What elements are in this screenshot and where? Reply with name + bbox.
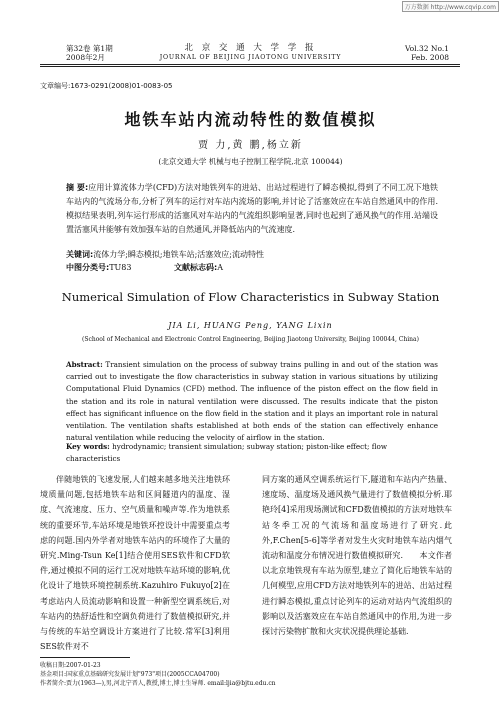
clc-value: TU83 [109, 263, 132, 272]
clc-label: 中图分类号: [66, 263, 110, 272]
issue-header-right [405, 44, 449, 62]
classification-cn [66, 262, 438, 274]
keywords-en [66, 441, 438, 465]
received-date: 收稿日期:2007-01-23 [40, 662, 101, 669]
header-rule [40, 64, 460, 65]
journal-name-en: JOURNAL OF BEIJING JIAOTONG UNIVERSITY [159, 54, 342, 61]
affiliation-cn: (北京交通大学 机械与电子控制工程学院,北京 100044) [158, 157, 343, 166]
body-column-right [262, 472, 452, 639]
abstract-en [66, 359, 438, 444]
title-en: Numerical Simulation of Flow Characteristics in Subway Station [61, 290, 440, 304]
doc-code-value: A [217, 263, 223, 272]
watermark: 万方数据 http://www.cqvip.com [402, 1, 499, 12]
fund-note: 基金项目:国家重点基础研究发展计划"973"项目(2005CCA04700) [40, 671, 220, 678]
affiliation-en: (School of Mechanical and Electronic Control Engineering, Beijing Jiaotong University, Beijing 100044, China) [82, 336, 419, 343]
keywords-cn-text: 流体力学;瞬态模拟;地铁车站;活塞效应;流动特性 [93, 250, 264, 259]
keywords-en-label: Key words: [66, 442, 110, 451]
body-paragraph: 同方案的通风空调系统运行下,隧道和车站内产热量、速度场、温度场及通风换气量进行了数值模拟分析.耶艳玲[4]采用现场测试和CFD数值模拟的方法对地铁车站冬季工况的气流场和温度场进行了研究.此外,F.Chen[5-6]等学者对发生火灾时地铁车站内烟气流动和温度分布情况进行数值模拟研究. 本文作者以北京地铁现有车站为原型,建立了简化后地铁车站的几何模型,应用CFD方法对地铁列车的进站、出站过程进行瞬态模拟,重点讨论列车的运动对站内气流组织的影响以及活塞效应在车站自然通风中的作用,为进一步探讨污染物扩散和火灾状况提供理论基础. [262, 475, 452, 637]
date-en: Feb. 2008 [411, 53, 449, 62]
abstract-en-text: Transient simulation on the process of subway trains pulling in and out of the station was carried out to investigate the flow characteristics in subway station in various situations by utilizing Computational Fluid Dynamics (CFD) method. The influence of the piston effect on the flow field in the station and its role in natural ventilation were discussed. The results indicate that the piston effect has significant influence on the flow field in the station and it plays an important role in natural ventilation. The ventilation shafts established at both ends of the station can effectively enhance natural ventilation while reducing the velocity of airflow in the station. [66, 360, 438, 443]
keywords-cn [66, 249, 438, 261]
volume-cn: 第32卷 第1期 [66, 44, 113, 53]
keywords-en-text: hydrodynamic; transient simulation; subway station; piston-like effect; flow characteristics [66, 442, 388, 463]
doc-code-label: 文献标志码: [174, 263, 218, 272]
abstract-cn [66, 181, 438, 237]
author-bio: 作者简介:贾力(1963—),男,河北宁晋人,教授,博士,博士生导师. email:ljia@bjtu.edu.cn [40, 680, 276, 687]
body-paragraph: 伴随地铁的飞速发展,人们越来越多地关注地铁环境质量问题,包括地铁车站和区间隧道内的温度、湿度、气流速度、压力、空气质量和噪声等.作为地铁系统的重要环节,车站环境是地铁环控设计中需要重点考虑的问题.国内外学者对地铁车站内的环境作了大量的研究.Ming-Tsun Ke[1]结合使用SES软件和CFD软件,通过模拟不同的运行工况对地铁车站环境的影响,优化设计了地铁环境控制系统.Kazuhiro Fukuyo[2]在考虑站内人员流动影响和设置一种新型空调系统后,对车站内的热舒适性和空调负荷进行了数值模拟研究,并与传统的车站空调设计方案进行了比较.常军[3]利用SES软件对不 [40, 475, 230, 652]
keywords-cn-label: 关键词: [66, 250, 94, 259]
authors-en: JIA Li, HUANG Peng, YANG Lixin [168, 321, 333, 330]
volume-en: Vol.32 No.1 [404, 44, 449, 53]
body-column-left [40, 472, 230, 654]
abstract-cn-text: 应用计算流体力学(CFD)方法对地铁列车的进站、出站过程进行了瞬态模拟,得到了不同工况下地铁车站内的气流场分布,分析了列车的运行对车站内流场的影响,并讨论了活塞效应在车站自然通风中的作用.模拟结果表明,列车运行形成的活塞风对车站内的气流组织影响显著,同时也起到了通风换气的作用.站端设置活塞风井能够有效加强车站的自然通风,并降低站内的气流速度. [66, 183, 439, 234]
abstract-en-label: Abstract: [66, 360, 103, 369]
authors-cn: 贾 力,黄 鹏,杨立新 [198, 140, 303, 151]
journal-name-cn: 北 京 交 通 大 学 学 报 [184, 43, 317, 53]
article-number: 文章编号:1673-0291(2008)01-0083-05 [40, 82, 173, 90]
abstract-cn-label: 摘 要: [66, 183, 89, 192]
header-rule-thin [40, 66, 460, 67]
date-cn: 2008年2月 [66, 53, 105, 62]
title-cn: 地铁车站内流动特性的数值模拟 [124, 110, 377, 129]
footnote-rule [40, 657, 130, 658]
